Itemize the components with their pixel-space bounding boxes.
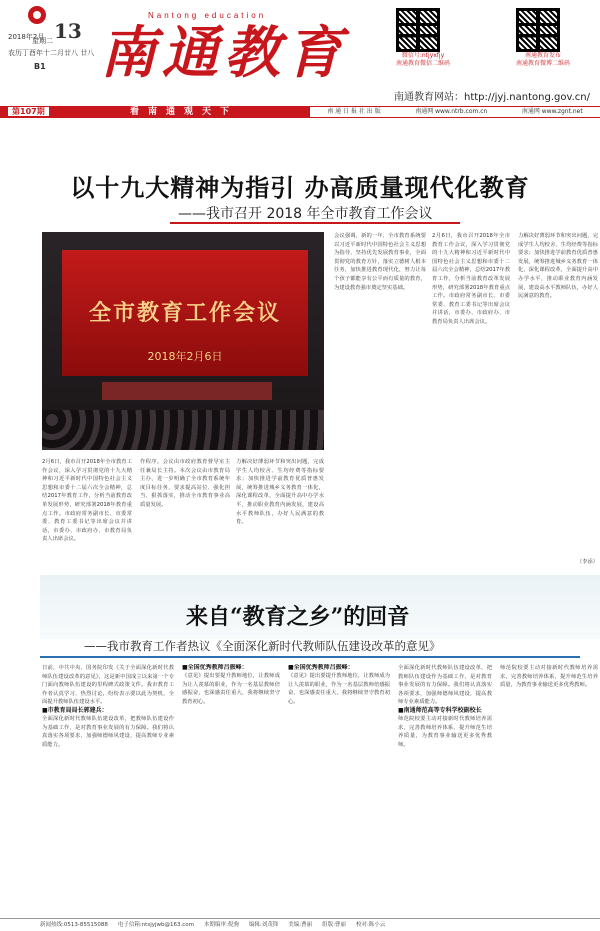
- feature-column-2-heading: ■全国优秀教师吕振峰：: [182, 664, 248, 671]
- story1-column-4: 会议强调，新的一年，全市教育系统要以习近平新时代中国特色社会主义思想为指导，坚持优先发展教育事业，全面贯彻党的教育方针，落实立德树人根本任务，加快推进教育现代化，努力让每个孩子都能享有公平而有质量的教育，为建设教育强市奠定坚实基础。: [334, 233, 426, 291]
- date-year-month: 2018年2月: [8, 33, 45, 41]
- footer-reviewer: 本期编审:倪驹: [204, 922, 239, 928]
- story1-column-6: 力解决好薄弱环节和突出问题，完成学生人均校舍、生均经费等指标要求；加快推进学前教育优质普惠发展，统筹推进城乡义务教育一体化，深化课程改革，全面提升高中办学水平，推动职业教育内涵发展，建设高水平教师队伍，办好人民满意的教育。: [518, 233, 598, 300]
- issue-number: 第107期: [8, 106, 49, 118]
- footer-proofreader: 校对:陈小云: [355, 922, 386, 928]
- newspaper-logo-icon: [28, 6, 46, 24]
- footer-layout: 组版:曹丽: [322, 922, 346, 928]
- wechat-qr-caption: 微信号:ntjyxfjy: [401, 52, 445, 59]
- story1-column-1: 2月6日，我市召开2018年全市教育工作会议，深入学习贯彻党的十九大精神和习近平新时代中国特色社会主义思想和市委十二届六次全会精神，总结2017年教育工作，分析当前教育改革发展形势，研究部署2018年教育重点工作。市政府常务副市长、市委常委、教育工委书记等出席会议并讲话，市委办、市政府办、市教育局负责人出席会议。: [42, 459, 132, 543]
- edition-number: B1: [34, 62, 46, 71]
- subhead-rule: [170, 222, 460, 224]
- section-slogan: 看南通观天下: [130, 107, 239, 117]
- feature-column-1-heading: ■市教育局局长郭建兵：: [42, 706, 108, 714]
- weibo-qr-icon: [516, 8, 560, 52]
- footer-editor: 编辑:刘茂锋: [248, 922, 279, 928]
- weibo-qr-caption: 南通教育发布: [525, 52, 562, 59]
- feature-column-4-heading: ■南通师范高等专科学校副校长: [398, 706, 482, 714]
- feature-column-1: [42, 664, 174, 914]
- wechat-qr[interactable]: [396, 8, 450, 68]
- feature-column-5-text: 师范院校要主动对接新时代教师培养需求，完善教师培养体系，提升师范生培养质量，为教育事业输送更多优秀教师。: [500, 665, 598, 689]
- feature-column-4-text2: 师范院校要主动对接新时代教师培养需求，完善教师培养体系，提升师范生培养质量，为教育事业输送更多优秀教师。: [398, 715, 492, 748]
- page-footer: [0, 918, 600, 931]
- feature-column-2-text: 《意见》提出要提升教师地位，让教师成为让人羡慕的职业，作为一名基层教师倍感振奋，也深感责任重大，我将继续坚守教育初心。: [182, 673, 280, 705]
- feature-column-5: [500, 664, 598, 914]
- main-subheadline: ——我市召开 2018 年全市教育工作会议: [178, 206, 433, 222]
- story1-column-5: 2月6日，我市召开2018年全市教育工作会议，深入学习贯彻党的十九大精神和习近平新时代中国特色社会主义思想和市委十二届六次全会精神，总结2017年教育工作，分析当前教育改革发展形势，研究部署2018年教育重点工作。市政府常务副市长、市委常委、教育工委书记等出席会议并讲话，市委办、市政府办、市教育局负责人出席会议。: [432, 233, 510, 325]
- feature-column-4: [398, 664, 492, 914]
- conference-photo: [42, 232, 324, 450]
- banner-title: 全市教育工作会议: [88, 300, 281, 326]
- feature-column-3: [288, 664, 390, 914]
- publisher-bar: [310, 106, 600, 118]
- story1-byline: （李添）: [576, 559, 598, 565]
- feature-subtitle: ——我市教育工作者热议《全面深化新时代教师队伍建设改革的意见》: [84, 639, 441, 653]
- footer-email[interactable]: 电子信箱:ntsjyjwb@163.com: [117, 922, 194, 928]
- story1-column-3: 力解决好薄弱环节和突出问题，完成学生人均校舍、生均经费等指标要求；加快推进学前教育优质普惠发展，统筹推进城乡义务教育一体化，深化课程改革，全面提升高中办学水平，推动职业教育内涵发展，建设高水平教师队伍，办好人民满意的教育。: [236, 459, 324, 526]
- date-day: 13: [54, 19, 82, 43]
- footer-designer: 美编:曹丽: [288, 922, 313, 928]
- masthead-english: Nantong education: [148, 11, 267, 20]
- publisher-site-1[interactable]: 南通网 www.ntrb.com.cn: [415, 108, 488, 115]
- lunar-date: 农历丁酉年十二月廿八 廿八: [8, 49, 95, 57]
- audience: [42, 410, 324, 450]
- date-weekday: 星期二: [32, 37, 53, 45]
- website-link[interactable]: 南通教育网站：http://jyj.nantong.gov.cn/: [394, 92, 590, 103]
- feature-column-1-text2: 全面深化新时代教师队伍建设改革，把教师队伍建设作为基础工作，是对教育事业发展的有力保障。我们将认真落实各项要求，加强师德师风建设，提高教师专业素质能力。: [42, 715, 174, 748]
- podium: [102, 382, 272, 400]
- weibo-qr[interactable]: [516, 8, 570, 68]
- feature-title: 来自“教育之乡”的回音: [186, 604, 410, 630]
- main-headline: 以十九大精神为指引 办高质量现代化教育: [70, 174, 530, 202]
- masthead-title: 南通教育: [100, 20, 348, 86]
- feature-column-3-text: 《意见》提出要提升教师地位，让教师成为让人羡慕的职业，作为一名基层教师倍感振奋，也深感责任重大，我将继续坚守教育初心。: [288, 673, 390, 705]
- feature-column-4-text: 全面深化新时代教师队伍建设改革，把教师队伍建设作为基础工作，是对教育事业发展的有力保障。我们将认真落实各项要求，加强师德师风建设，提高教师专业素质能力。: [398, 665, 492, 706]
- story1-column-2: 作程序。会议由市政府教育督导室主任兼局长主持。本次会议由市教育局主办，进一步明确了全市教育系统年度目标任务，要求提高站位、强化担当、狠抓落实，推动全市教育事业高质量发展。: [140, 459, 230, 508]
- weibo-qr-caption2: 南通教育微博二维码: [516, 60, 571, 67]
- publisher-site-2[interactable]: 南通网 www.zgnt.net: [521, 108, 583, 115]
- banner-date: 2018年2月6日: [147, 350, 223, 363]
- feature-column-3-heading: ■全国优秀教师吕振峰：: [288, 664, 354, 671]
- feature-rule: [40, 656, 580, 658]
- footer-hotline: 新闻热线:0513-85515088: [40, 922, 108, 928]
- publisher-label: 南 通 日 报 社 出 版: [327, 108, 381, 115]
- wechat-qr-caption2: 南通教育微信二维码: [396, 60, 451, 67]
- feature-column-1-text: 日前，中共中央、国务院印发《关于全面深化新时代教师队伍建设改革的意见》，这是新中国成立以来第一个专门面向教师队伍建设的里程碑式政策文件。我市教育工作者认真学习、热烈讨论，纷纷表示要以此为契机，全面提升教师队伍建设水平。: [42, 665, 174, 706]
- wechat-qr-icon: [396, 8, 440, 52]
- feature-column-2: [182, 664, 280, 914]
- issue-date: [8, 19, 95, 71]
